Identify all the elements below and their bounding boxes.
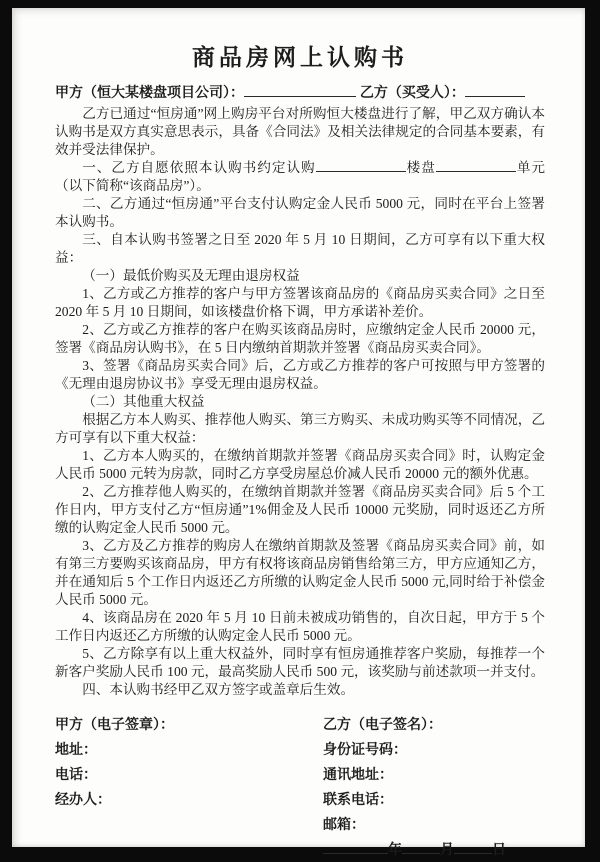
section-2-intro bbox=[55, 411, 545, 447]
text-run: 三、自本认购书签署之日至 2020 年 5 月 10 日期间，乙方可享有以下重大权益： bbox=[55, 232, 545, 265]
text-run: 楼盘 bbox=[405, 160, 436, 175]
document-page bbox=[12, 8, 585, 857]
blank-field bbox=[454, 841, 492, 854]
text-run: 根据乙方本人购买、推荐他人购买、第三方购买、未成功购买等不同情况，乙方可享有以下重大权益： bbox=[55, 412, 545, 445]
blank-field bbox=[244, 84, 356, 97]
section-1-heading bbox=[55, 267, 545, 285]
clause-2 bbox=[55, 195, 545, 231]
section-1-item-2 bbox=[55, 321, 545, 357]
party-b-row-1: 身份证号码： bbox=[323, 741, 407, 757]
text-run: 4、该商品房在 2020 年 5 月 10 日前未被成功销售的，自次日起，甲方于 5 个工作日内返还乙方所缴的认购定金人民币 5000 元。 bbox=[55, 610, 545, 643]
clause-1 bbox=[55, 159, 545, 195]
clause-3 bbox=[55, 231, 545, 267]
text-run: 3、签署《商品房买卖合同》后，乙方或乙方推荐的客户可按照与甲方签署的《无理由退房协议书》享受无理由退房权益。 bbox=[55, 358, 545, 391]
party-b-row-3: 联系电话： bbox=[323, 791, 393, 807]
section-2-heading bbox=[55, 393, 545, 411]
section-1-item-1 bbox=[55, 285, 545, 321]
party-a-row-1: 地址： bbox=[55, 741, 97, 757]
text-run: 单元（以下简称“该商品房”）。 bbox=[55, 160, 546, 193]
party-b-row-0: 乙方（电子签名）： bbox=[323, 716, 442, 732]
section-2-item-3 bbox=[55, 537, 545, 609]
text-run: 月 bbox=[440, 841, 454, 857]
blank-field bbox=[436, 159, 516, 172]
text-run: 四、本认购书经甲乙双方签字或盖章后生效。 bbox=[82, 682, 355, 697]
party-a-row-3: 经办人： bbox=[55, 791, 111, 807]
party-b-row-4: 邮箱： bbox=[323, 816, 365, 832]
section-1-item-3 bbox=[55, 357, 545, 393]
text-run: 乙方（买受人）： bbox=[356, 84, 465, 100]
party-line bbox=[55, 83, 545, 102]
intro-paragraph bbox=[55, 105, 545, 159]
blank-field bbox=[465, 84, 525, 97]
text-run: 5、乙方除享有以上重大权益外，同时享有恒房通推荐客户奖励，每推荐一个新客户奖励人民币 100 元，最高奖励人民币 500 元，该奖励与前述款项一并支付。 bbox=[55, 646, 545, 679]
blank-field bbox=[323, 841, 388, 854]
text-run: 2、乙方或乙方推荐的客户在购买该商品房时，应缴纳定金人民币 20000 元，签署《商品房认购书》，在 5 日内缴纳首期款并签署《商品房买卖合同》。 bbox=[55, 322, 545, 355]
signature-date-line bbox=[323, 837, 545, 862]
text-run: 年 bbox=[388, 841, 402, 857]
text-run: 一、乙方自愿依照本认购书约定认购 bbox=[82, 160, 316, 175]
text-run: 二、乙方通过“恒房通”平台支付认购定金人民币 5000 元，同时在平台上签署本认购书。 bbox=[55, 196, 545, 229]
signature-section bbox=[55, 712, 545, 862]
party-a-row-2: 电话： bbox=[55, 766, 97, 782]
text-run: （二）其他重大权益 bbox=[82, 394, 205, 409]
blank-field bbox=[316, 159, 406, 172]
blank-field bbox=[402, 841, 440, 854]
document-body bbox=[55, 83, 545, 699]
text-run: 日 bbox=[492, 841, 506, 857]
text-run: 乙方已通过“恒房通”网上购房平台对所购恒大楼盘进行了解，甲乙双方确认本认购书是双方真实意思表示，具备《合同法》及相关法律规定的合同基本要素，有效并受法律保护。 bbox=[55, 106, 545, 157]
text-run: （一）最低价购买及无理由退房权益 bbox=[82, 268, 300, 283]
text-run: 3、乙方及乙方推荐的购房人在缴纳首期款及签署《商品房买卖合同》前，如有第三方要购买该商品房，甲方有权将该商品房销售给第三方，甲方应通知乙方，并在通知后 5 个工作日内返还乙方所缴的认购定金人民币 5000 元,同时给于补偿金人民币 5000 元。 bbox=[55, 538, 545, 607]
document-title: 商品房网上认购书 bbox=[192, 44, 408, 70]
section-2-item-4 bbox=[55, 609, 545, 645]
section-2-item-1 bbox=[55, 447, 545, 483]
text-run: 2、乙方推荐他人购买的，在缴纳首期款并签署《商品房买卖合同》后 5 个工作日内，甲方支付乙方“恒房通”1%佣金及人民币 10000 元奖励，同时返还乙方所缴的认购定金人民币 5000 元。 bbox=[55, 484, 545, 535]
section-2-item-5 bbox=[55, 645, 545, 681]
text-run: 甲方（恒大某楼盘项目公司）： bbox=[55, 84, 244, 100]
party-a-signature-block bbox=[55, 712, 323, 862]
party-b-row-2: 通讯地址： bbox=[323, 766, 393, 782]
text-run: 1、乙方或乙方推荐的客户与甲方签署该商品房的《商品房买卖合同》之日至 2020 年 5 月 10 日期间，如该楼盘价格下调，甲方承诺补差价。 bbox=[55, 286, 545, 319]
clause-4 bbox=[55, 681, 545, 699]
text-run: 1、乙方本人购买的，在缴纳首期款并签署《商品房买卖合同》时，认购定金人民币 5000 元转为房款，同时乙方享受房屋总价减人民币 20000 元的额外优惠。 bbox=[55, 448, 545, 481]
party-b-signature-block bbox=[323, 712, 545, 862]
section-2-item-2 bbox=[55, 483, 545, 537]
party-a-row-0: 甲方（电子签章）： bbox=[55, 716, 174, 732]
